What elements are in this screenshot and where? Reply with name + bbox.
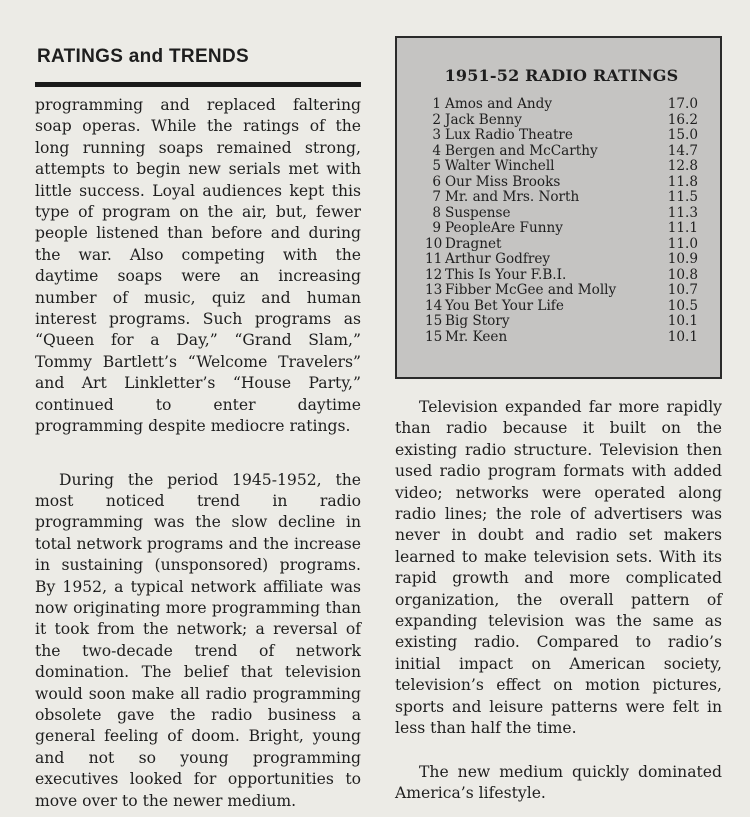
ratings-value: 11.3: [667, 204, 698, 221]
ratings-rank: 2: [432, 111, 441, 128]
ratings-program-title: Fibber McGee and Molly: [445, 282, 617, 298]
ratings-rank: 7: [432, 189, 441, 205]
ratings-row: [425, 128, 698, 144]
ratings-rank: 9: [432, 220, 441, 236]
ratings-rank: 1: [432, 96, 441, 112]
ratings-program-title: You Bet Your Life: [445, 297, 564, 314]
ratings-value: 11.1: [667, 220, 698, 236]
left-column: [35, 40, 361, 812]
ratings-rank: 3: [432, 127, 441, 143]
ratings-value: 10.1: [667, 313, 698, 329]
ratings-rank: 5: [432, 158, 441, 174]
ratings-row: [425, 97, 698, 113]
ratings-value: 10.9: [667, 251, 698, 267]
ratings-value: 10.7: [667, 282, 698, 298]
section-heading: RATINGS and TRENDS: [37, 46, 249, 67]
heading-rule: [35, 82, 361, 87]
left-paragraph-1: programming and replaced faltering soap operas. While the ratings of the long running soaps remained strong, attempts to begin new serials met with little success. Loyal audiences kept this type of program on the air, but, fewer people listened than before and during the war. Also competing with the daytime soaps were an increasing number of music, quiz and human interest programs. Such programs as “Queen for a Day,” “Grand Slam,” Tommy Bartlett’s “Welcome Travelers” and Art Linkletter’s “House Party,” continued to enter daytime programming despite mediocre ratings.: [35, 96, 361, 436]
right-column: [395, 36, 722, 804]
ratings-row: [425, 221, 698, 237]
ratings-program-title: Suspense: [445, 204, 511, 221]
ratings-value: 17.0: [667, 96, 698, 112]
ratings-value: 10.8: [667, 266, 698, 283]
ratings-rank: 8: [432, 204, 441, 221]
ratings-program-title: Mr. and Mrs. North: [445, 189, 580, 205]
ratings-row: [425, 190, 698, 206]
ratings-row: [425, 206, 698, 222]
ratings-row: [425, 268, 698, 284]
right-paragraph-1: Television expanded far more rapidly than radio because it built on the existing radio structure. Television then used radio program formats with added video; networks were operated along radio lines; the role of advertisers was never in doubt and radio set makers learned to make television sets. With its rapid growth and more complicated organization, the overall pattern of expanding television was the same as existing radio. Compared to radio’s initial impact on American society, television’s effect on motion pictures, sports and leisure patterns were felt in less than half the time.: [395, 398, 722, 738]
ratings-program-title: Walter Winchell: [445, 158, 555, 174]
ratings-rank: 14: [425, 297, 443, 314]
right-paragraph-2: The new medium quickly dominated America’s lifestyle.: [395, 762, 722, 802]
ratings-row: [425, 175, 698, 191]
ratings-value: 11.5: [667, 189, 698, 205]
ratings-rank: 6: [432, 173, 441, 190]
ratings-program-title: Lux Radio Theatre: [445, 127, 573, 143]
ratings-title: 1951-52 RADIO RATINGS: [444, 66, 679, 85]
ratings-list: [425, 97, 698, 345]
ratings-value: 10.5: [667, 297, 698, 314]
ratings-program-title: Bergen and McCarthy: [445, 142, 598, 159]
ratings-program-title: PeopleAre Funny: [445, 220, 563, 236]
ratings-row: [425, 314, 698, 330]
ratings-row: [425, 237, 698, 253]
ratings-program-title: Arthur Godfrey: [445, 251, 551, 267]
ratings-row: [425, 330, 698, 346]
ratings-rank: 15: [425, 328, 443, 345]
ratings-value: 11.8: [667, 173, 698, 190]
ratings-row: [425, 159, 698, 175]
ratings-value: 15.0: [667, 127, 698, 143]
ratings-value: 12.8: [667, 158, 698, 174]
ratings-program-title: Our Miss Brooks: [445, 173, 561, 190]
ratings-rank: 10: [425, 235, 443, 252]
ratings-program-title: Mr. Keen: [445, 328, 508, 345]
ratings-rank: 13: [425, 282, 443, 298]
ratings-program-title: Amos and Andy: [445, 96, 553, 112]
ratings-row: [425, 113, 698, 129]
ratings-program-title: Jack Benny: [445, 111, 522, 128]
ratings-program-title: This Is Your F.B.I.: [445, 266, 567, 283]
radio-ratings-box: [395, 36, 722, 379]
ratings-program-title: Big Story: [445, 313, 510, 329]
ratings-rank: 4: [432, 142, 441, 159]
ratings-value: 16.2: [667, 111, 698, 128]
ratings-row: [425, 299, 698, 315]
ratings-program-title: Dragnet: [445, 235, 502, 252]
ratings-value: 11.0: [667, 235, 698, 252]
ratings-row: [425, 283, 698, 299]
ratings-row: [425, 252, 698, 268]
ratings-rank: 11: [425, 251, 443, 267]
ratings-rank: 15: [425, 313, 443, 329]
ratings-value: 10.1: [667, 328, 698, 345]
ratings-row: [425, 144, 698, 160]
ratings-value: 14.7: [667, 142, 698, 159]
ratings-rank: 12: [425, 266, 443, 283]
left-paragraph-2: During the period 1945-1952, the most noticed trend in radio programming was the slow decline in total network programs and the increase in sustaining (unsponsored) programs. By 1952, a typical network affiliate was now originating more programming than it took from the network; a reversal of the two-decade trend of network domination. The belief that television would soon make all radio programming obsolete gave the radio business a general feeling of doom. Bright, young and not so young programming executives looked for opportunities to move over to the newer medium.: [35, 470, 361, 810]
